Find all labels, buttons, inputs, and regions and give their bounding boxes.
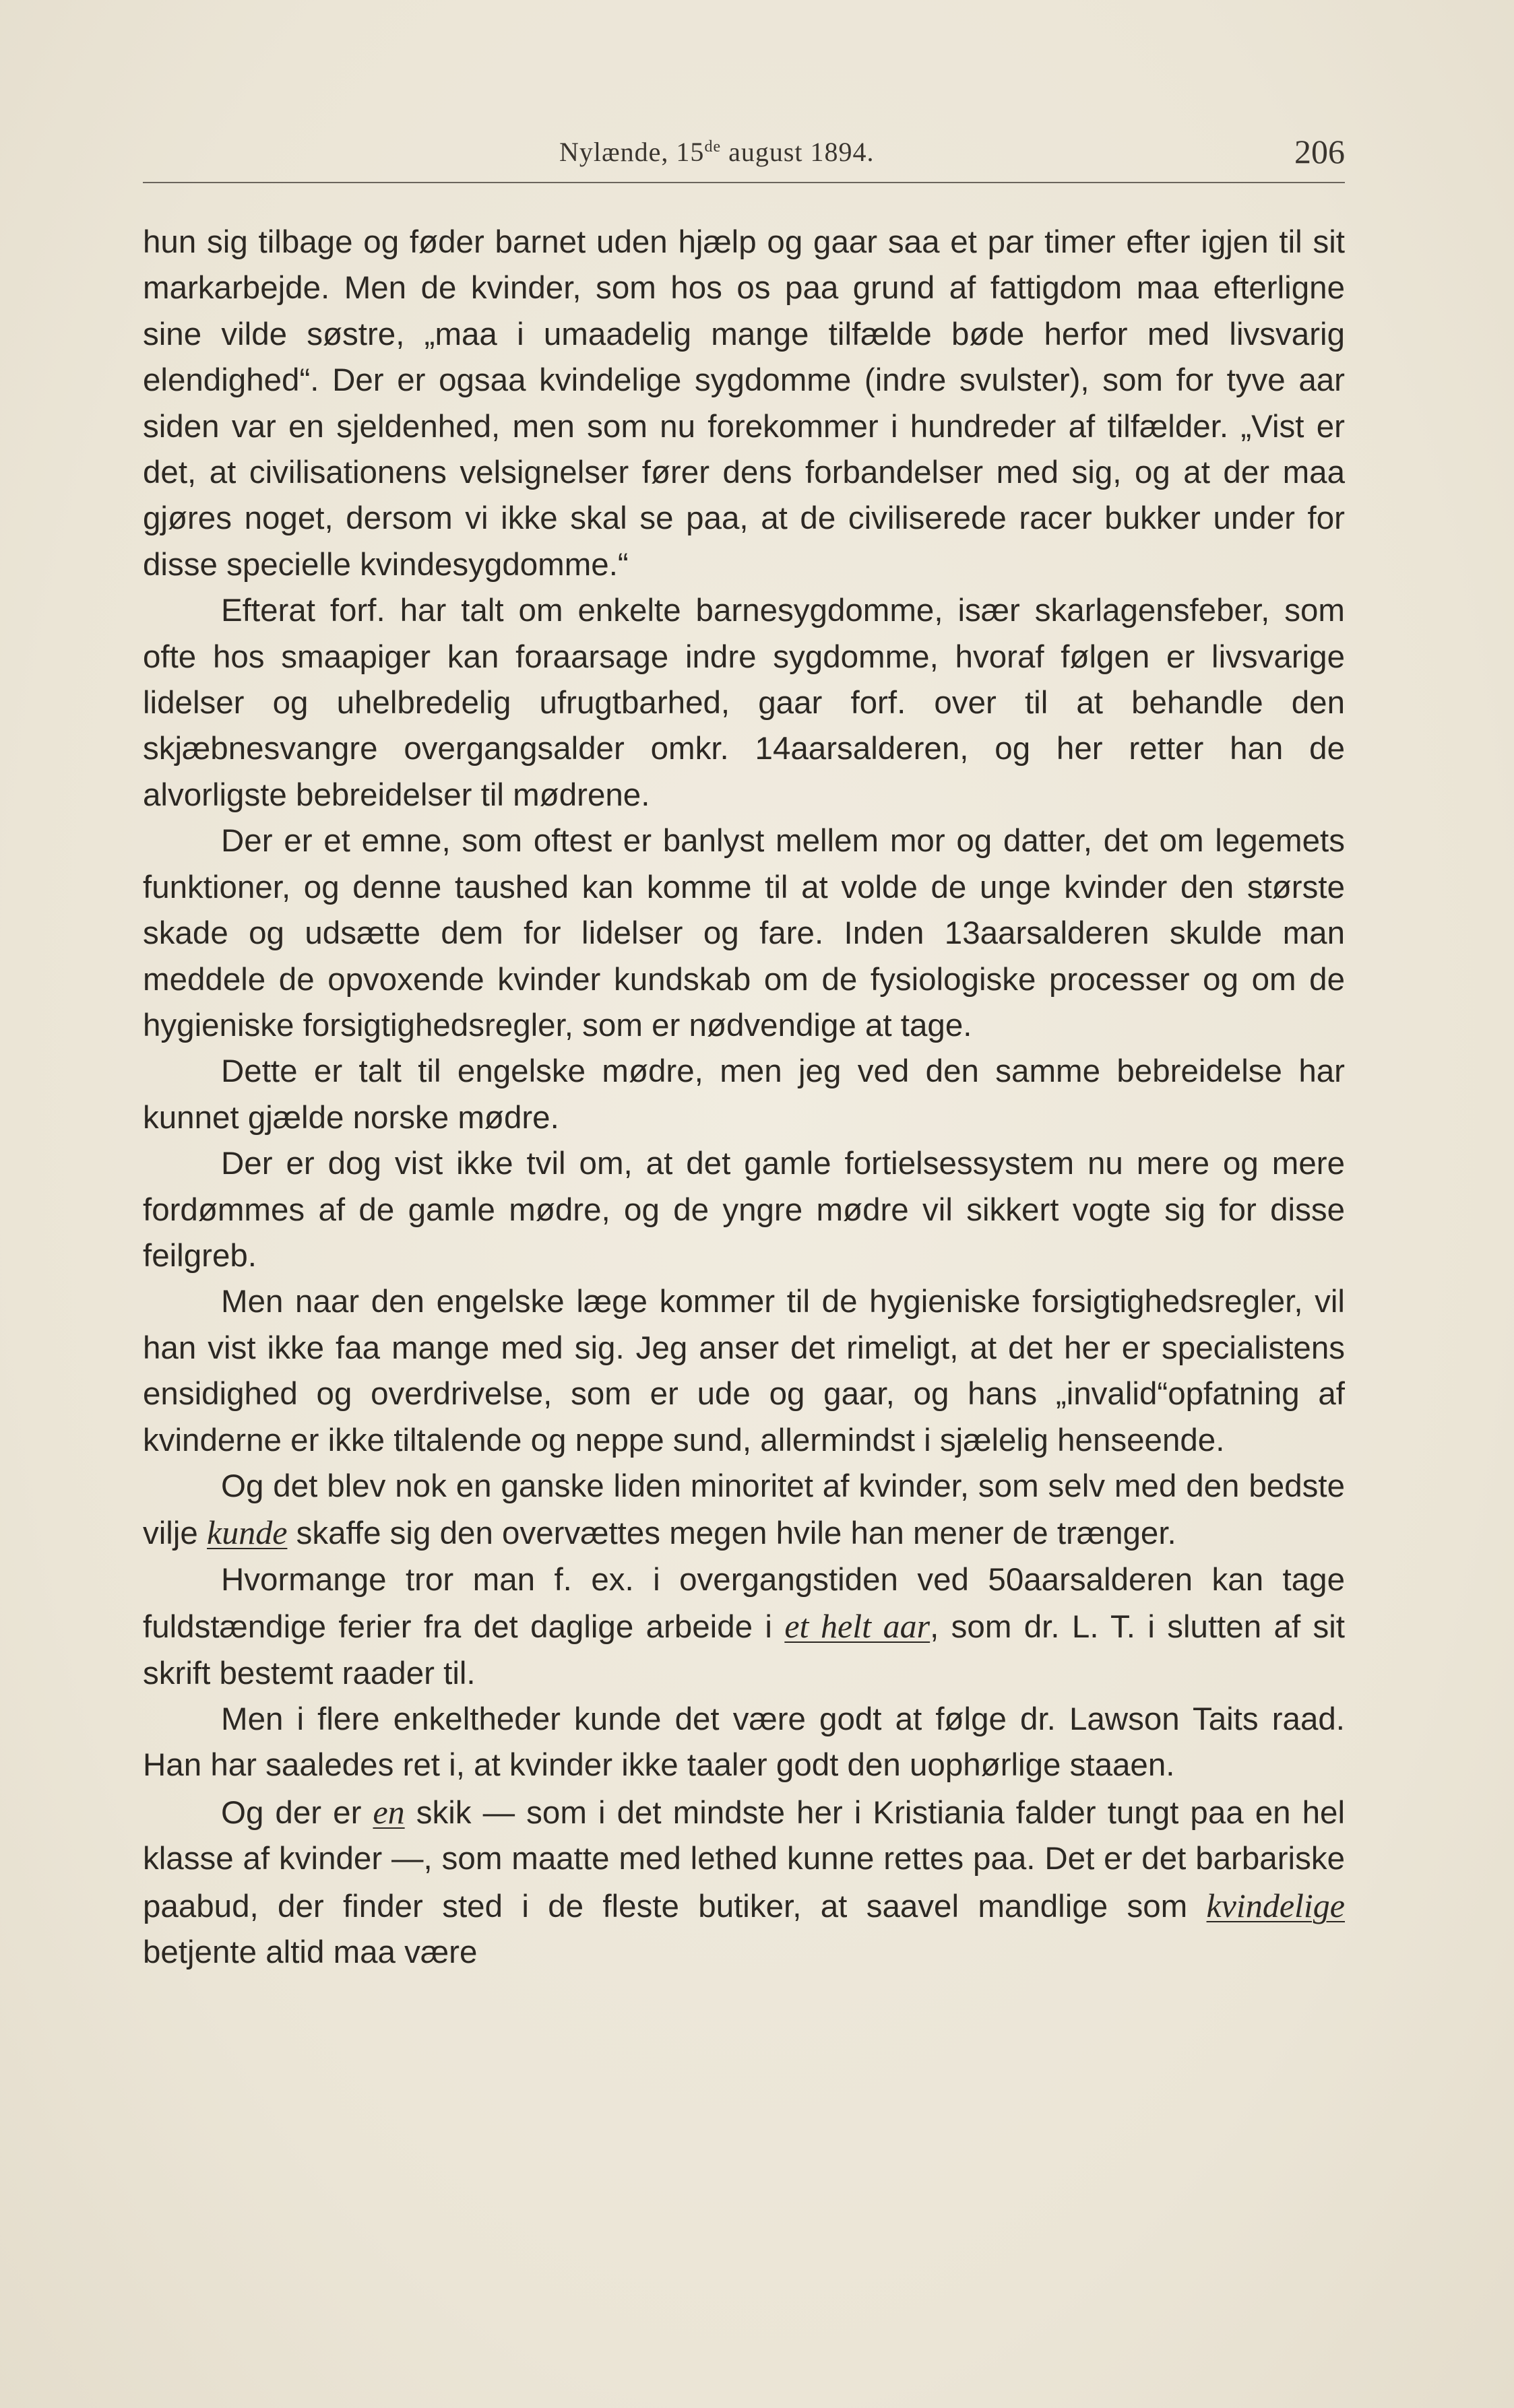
paragraph-text: Der er et emne, som oftest er banlyst mellem mor og datter, det om legemets funktioner, og denne taushed kan komme til at volde de unge kvinder den største skade og udsætte dem for lidelser og fare. Inden 13aarsalderen skulde man meddele de opvoxende kvinder kundskab om de fysiologiske processer og om de hygieniske forsigtighedsregler, som er nødvendige at tage. — [143, 823, 1345, 1043]
paragraph — [143, 220, 1345, 588]
running-head-post: august 1894. — [721, 137, 875, 167]
page-header — [143, 132, 1345, 172]
paragraph-text: Og det blev nok en ganske liden minoritet af kvinder, som selv med den bedste vilje — [143, 1468, 1345, 1552]
paragraph-text: Og der er — [221, 1794, 373, 1831]
paragraph-text: skik — som i det mindste her i Kristiania falder tungt paa en hel klasse af kvinder —, som maatte med lethed kunne rettes paa. Det er det barbariske paabud, der finder sted i de fleste butiker, at saavel mandlige som — [143, 1794, 1346, 1924]
paragraph — [143, 1789, 1345, 1976]
paragraph-text: Men i flere enkeltheder kunde det være godt at følge dr. Lawson Taits raad. Han har saaledes ret i, at kvinder ikke taaler godt den uophørlige staaen. — [143, 1701, 1345, 1784]
running-head-pre: Nylænde, 15 — [559, 137, 705, 167]
paragraph — [143, 1557, 1345, 1697]
header-rule — [143, 182, 1345, 183]
paragraph-text: hun sig tilbage og føder barnet uden hjælp og gaar saa et par timer efter igjen til sit markarbejde. Men de kvinder, som hos os paa grund af fattigdom maa efterligne sine vilde søstre, „maa i umaadelig mange tilfælde bøde herfor med livsvarig elendighed“. Der er ogsaa kvindelige sygdomme (indre svulster), som for tyve aar siden var en sjeldenhed, men som nu forekommer i hundreder af tilfælder. „Vist er det, at civilisationens velsignelser fører dens forbandelser med sig, og at der maa gjøres noget, dersom vi ikke skal se paa, at de civiliserede racer bukker under for disse specielle kvindesygdomme.“ — [143, 224, 1345, 583]
paragraph-text: Men naar den engelske læge kommer til de hygieniske forsigtighedsregler, vil han vist ikke faa mange med sig. Jeg anser det rimeligt, at det her er specialistens ensidighed og overdrivelse, som er ude og gaar, og hans „invalid“opfatning af kvinderne er ikke tiltalende og neppe sund, allermindst i sjælelig henseende. — [143, 1284, 1345, 1458]
paragraph — [143, 1697, 1345, 1789]
paragraph — [143, 588, 1345, 818]
body-text — [143, 220, 1345, 1976]
paragraph-text: Der er dog vist ikke tvil om, at det gamle fortielsessystem nu mere og mere fordømmes af de gamle mødre, og de yngre mødre vil sikkert vogte sig for disse feilgreb. — [143, 1146, 1345, 1274]
paragraph-text: Efterat forf. har talt om enkelte barnesygdomme, især skarlagensfeber, som ofte hos smaapiger kan foraarsage indre sygdomme, hvoraf følgen er livsvarige lidelser og uhelbredelig ufrugtbarhed, gaar forf. over til at behandle den skjæbnesvangre overgangsalder omkr. 14aarsalderen, og her retter han de alvorligste bebreidelser til mødrene. — [143, 593, 1345, 813]
paragraph — [143, 818, 1345, 1049]
emphasized-text: kunde — [207, 1514, 288, 1552]
paragraph-text: , som dr. L. T. i slutten af sit skrift bestemt raader til. — [143, 1609, 1345, 1691]
emphasized-text: en — [373, 1792, 405, 1831]
paragraph-text: skaffe sig den overvættes megen hvile han mener de trænger. — [287, 1516, 1176, 1552]
paragraph — [143, 1141, 1345, 1279]
paragraph — [143, 1279, 1345, 1464]
paragraph — [143, 1464, 1345, 1557]
emphasized-text: et helt aar — [784, 1607, 931, 1646]
paragraph — [143, 1049, 1345, 1141]
running-head-superscript: de — [704, 138, 722, 156]
paragraph-text: Dette er talt til engelske mødre, men jeg ved den samme bebreidelse har kunnet gjælde norske mødre. — [143, 1053, 1345, 1136]
running-head — [559, 136, 875, 168]
emphasized-text: kvindelige — [1206, 1886, 1345, 1924]
paragraph-text: betjente altid maa være — [143, 1934, 478, 1971]
paragraph-text: Hvormange tror man f. ex. i overgangstiden ved 50aarsalderen kan tage fuldstændige ferier fra det daglige arbeide i — [143, 1561, 1345, 1646]
page-number: 206 — [1294, 133, 1345, 170]
